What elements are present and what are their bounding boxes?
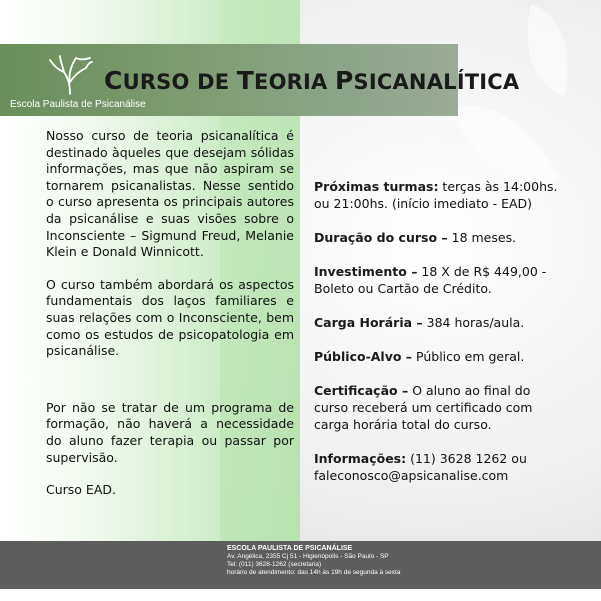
title-part: EORIA (254, 70, 335, 94)
course-description (46, 128, 294, 499)
description-paragraph: Nosso curso de teoria psicanalítica é destinado àqueles que desejam sólidas informações, mas que não aspiram se tornarem psicanalistas. Nesse sentido o curso apresenta os principais autores da psicanálise e suas visões sobre o Inconsciente – Sigmund Freud, Melanie Klein e Donald Winnicott. (46, 128, 294, 260)
page-title (104, 66, 519, 95)
detail-certification (314, 382, 564, 433)
title-initial: P (334, 66, 354, 95)
detail-contact (314, 450, 564, 484)
detail-label: Certificação – (314, 383, 409, 398)
detail-label: Próximas turmas: (314, 179, 439, 194)
detail-label: Informações: (314, 451, 407, 466)
footer-address: Av. Angélica, 2355 Cj 51 - Higienópolis - São Paulo - SP (227, 553, 389, 560)
title-initial: C (104, 66, 123, 95)
description-paragraph: Curso EAD. (46, 482, 116, 498)
detail-next-classes (314, 178, 564, 212)
title-initial: T (236, 66, 255, 95)
title-part: URSO DE (122, 70, 237, 94)
school-name: Escola Paulista de Psicanálise (10, 99, 146, 110)
detail-value: 18 X de R$ 449,00 - Boleto ou Cartão de Crédito. (314, 264, 547, 296)
footer-bottom-margin (0, 589, 601, 601)
detail-label: Investimento – (314, 264, 418, 279)
footer-school-name: ESCOLA PAULISTA DE PSICANÁLISE (227, 545, 353, 552)
detail-duration (314, 229, 564, 246)
decorative-leaf (511, 4, 585, 96)
description-paragraph: Por não se tratar de um programa de formação, não haverá a necessidade do aluno fazer terapia ou passar por supervisão. (46, 399, 294, 465)
detail-workload (314, 314, 564, 331)
detail-label: Carga Horária – (314, 315, 423, 330)
detail-value: (11) 3628 1262 ou faleconosco@apsicanalise.com (314, 451, 527, 483)
detail-value: O aluno ao final do curso receberá um certificado com carga horária total do curso. (314, 383, 533, 432)
footer-contact (227, 545, 400, 577)
detail-value: 384 horas/aula. (422, 315, 525, 330)
detail-value: Público em geral. (412, 349, 525, 364)
detail-investment (314, 263, 564, 297)
footer-phone: Tel: (011) 3628-1262 (secretaria) (227, 561, 322, 568)
detail-label: Duração do curso – (314, 230, 448, 245)
tree-figure-icon (46, 54, 94, 96)
detail-audience (314, 348, 564, 365)
description-paragraph: O curso também abordará os aspectos fundamentais dos laços familiares e suas relações com o Inconsciente, bem como os estudos de psicopatologia em psicanálise. (46, 276, 294, 359)
title-part: SICANALÍTICA (353, 70, 520, 94)
footer-hours: horário de atendimento: das 14h às 19h de segunda à sexta (227, 569, 401, 576)
detail-value: 18 meses. (447, 230, 517, 245)
detail-value: terças às 14:00hs. ou 21:00hs. (início imediato - EAD) (314, 179, 558, 211)
detail-label: Público-Alvo – (314, 349, 413, 364)
course-details (314, 178, 564, 501)
